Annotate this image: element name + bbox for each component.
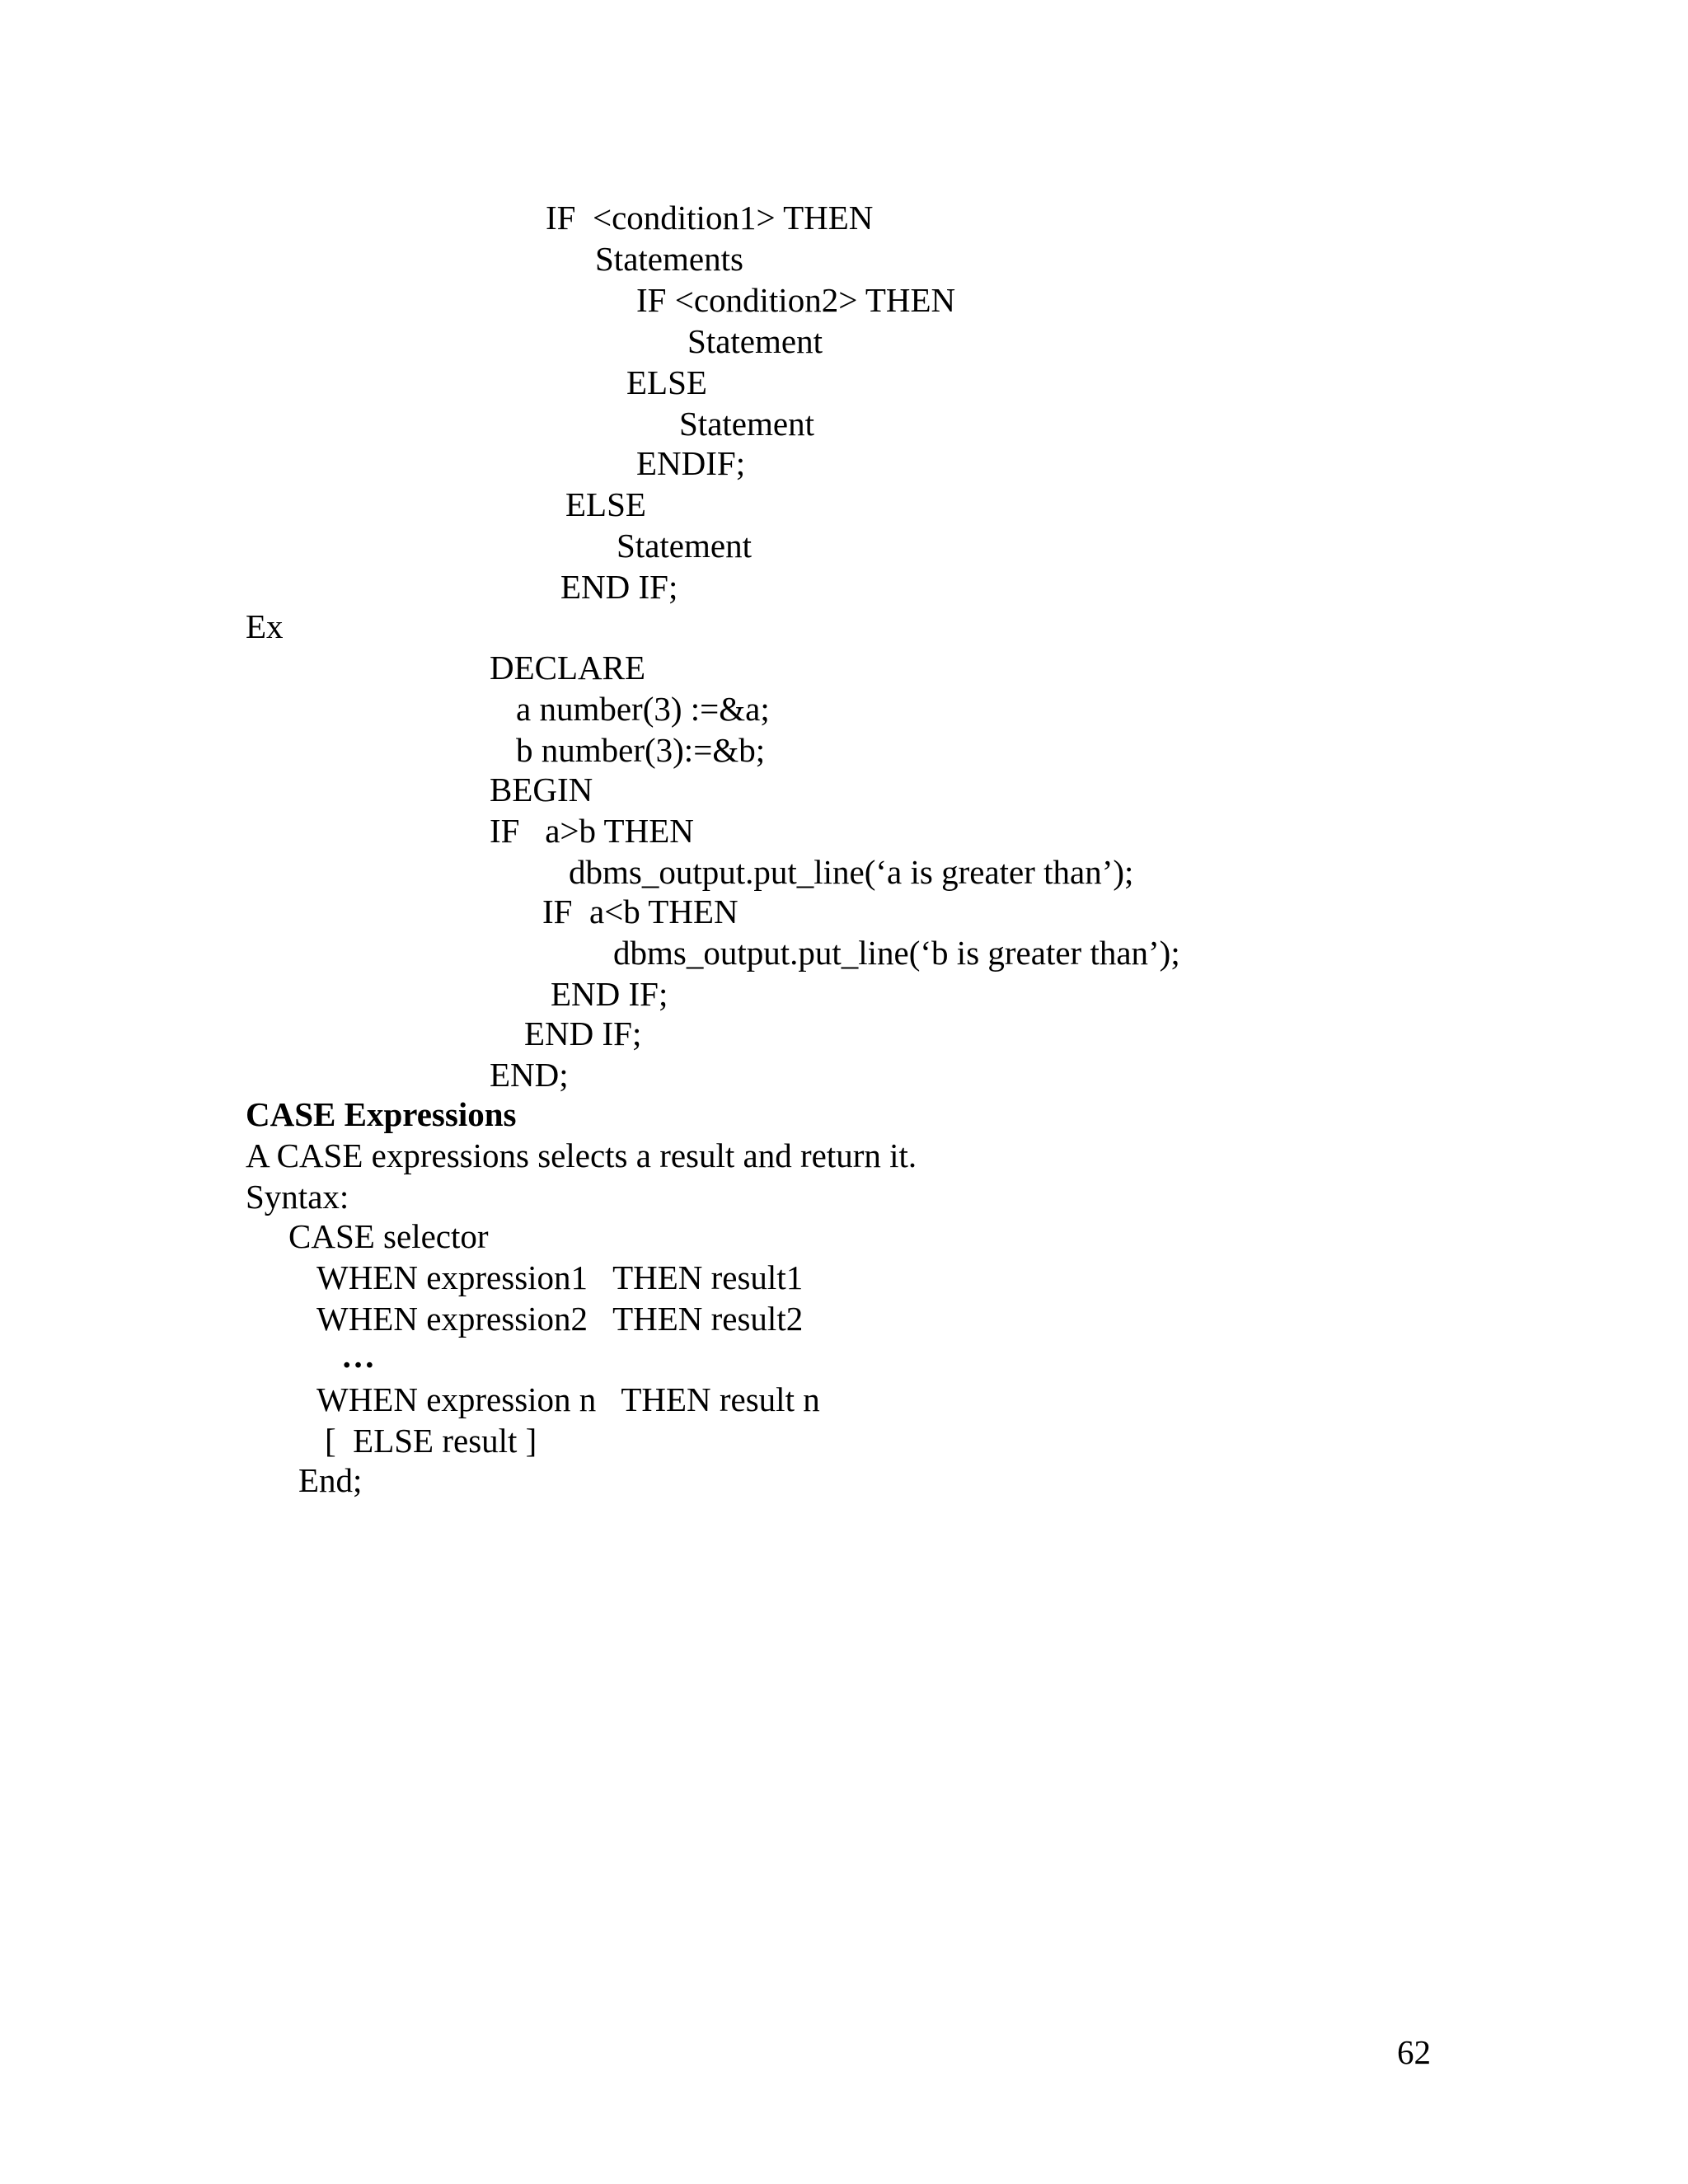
page-number: 62	[1397, 2033, 1431, 2071]
code-line: a number(3) :=&a;	[516, 690, 770, 728]
code-line: WHEN expression2 THEN result2	[316, 1300, 804, 1338]
code-line: End;	[298, 1461, 363, 1499]
code-line: DECLARE	[490, 649, 646, 687]
code-line: WHEN expression n THEN result n	[316, 1380, 820, 1418]
code-line: END IF;	[524, 1015, 642, 1052]
example-label: Ex	[246, 607, 284, 645]
code-line: END IF;	[560, 568, 678, 606]
code-line: b number(3):=&b;	[516, 731, 766, 769]
code-line: dbms_output.put_line(‘b is greater than’);	[613, 934, 1180, 972]
code-line: Statements	[595, 240, 743, 278]
code-line: IF <condition1> THEN	[546, 199, 874, 237]
code-line: ELSE	[626, 363, 707, 401]
code-line: [ ELSE result ]	[325, 1422, 537, 1460]
code-line: Statement	[679, 405, 814, 443]
code-line: END;	[490, 1056, 569, 1094]
section-description: A CASE expressions selects a result and return it.	[246, 1137, 917, 1174]
ellipsis: …	[341, 1337, 375, 1375]
code-line: dbms_output.put_line(‘a is greater than’);	[569, 853, 1134, 891]
code-line: Statement	[617, 527, 752, 565]
code-line: ELSE	[565, 485, 646, 523]
code-line: BEGIN	[490, 771, 593, 808]
section-heading: CASE Expressions	[246, 1095, 517, 1133]
code-line: CASE selector	[288, 1217, 489, 1255]
syntax-label: Syntax:	[246, 1178, 349, 1216]
code-line: ENDIF;	[636, 444, 746, 482]
code-line: Statement	[687, 322, 823, 360]
code-line: WHEN expression1 THEN result1	[316, 1258, 804, 1296]
code-line: IF a<b THEN	[542, 893, 738, 930]
code-line: IF a>b THEN	[490, 812, 694, 850]
code-line: IF <condition2> THEN	[636, 281, 956, 319]
code-line: END IF;	[551, 975, 668, 1013]
